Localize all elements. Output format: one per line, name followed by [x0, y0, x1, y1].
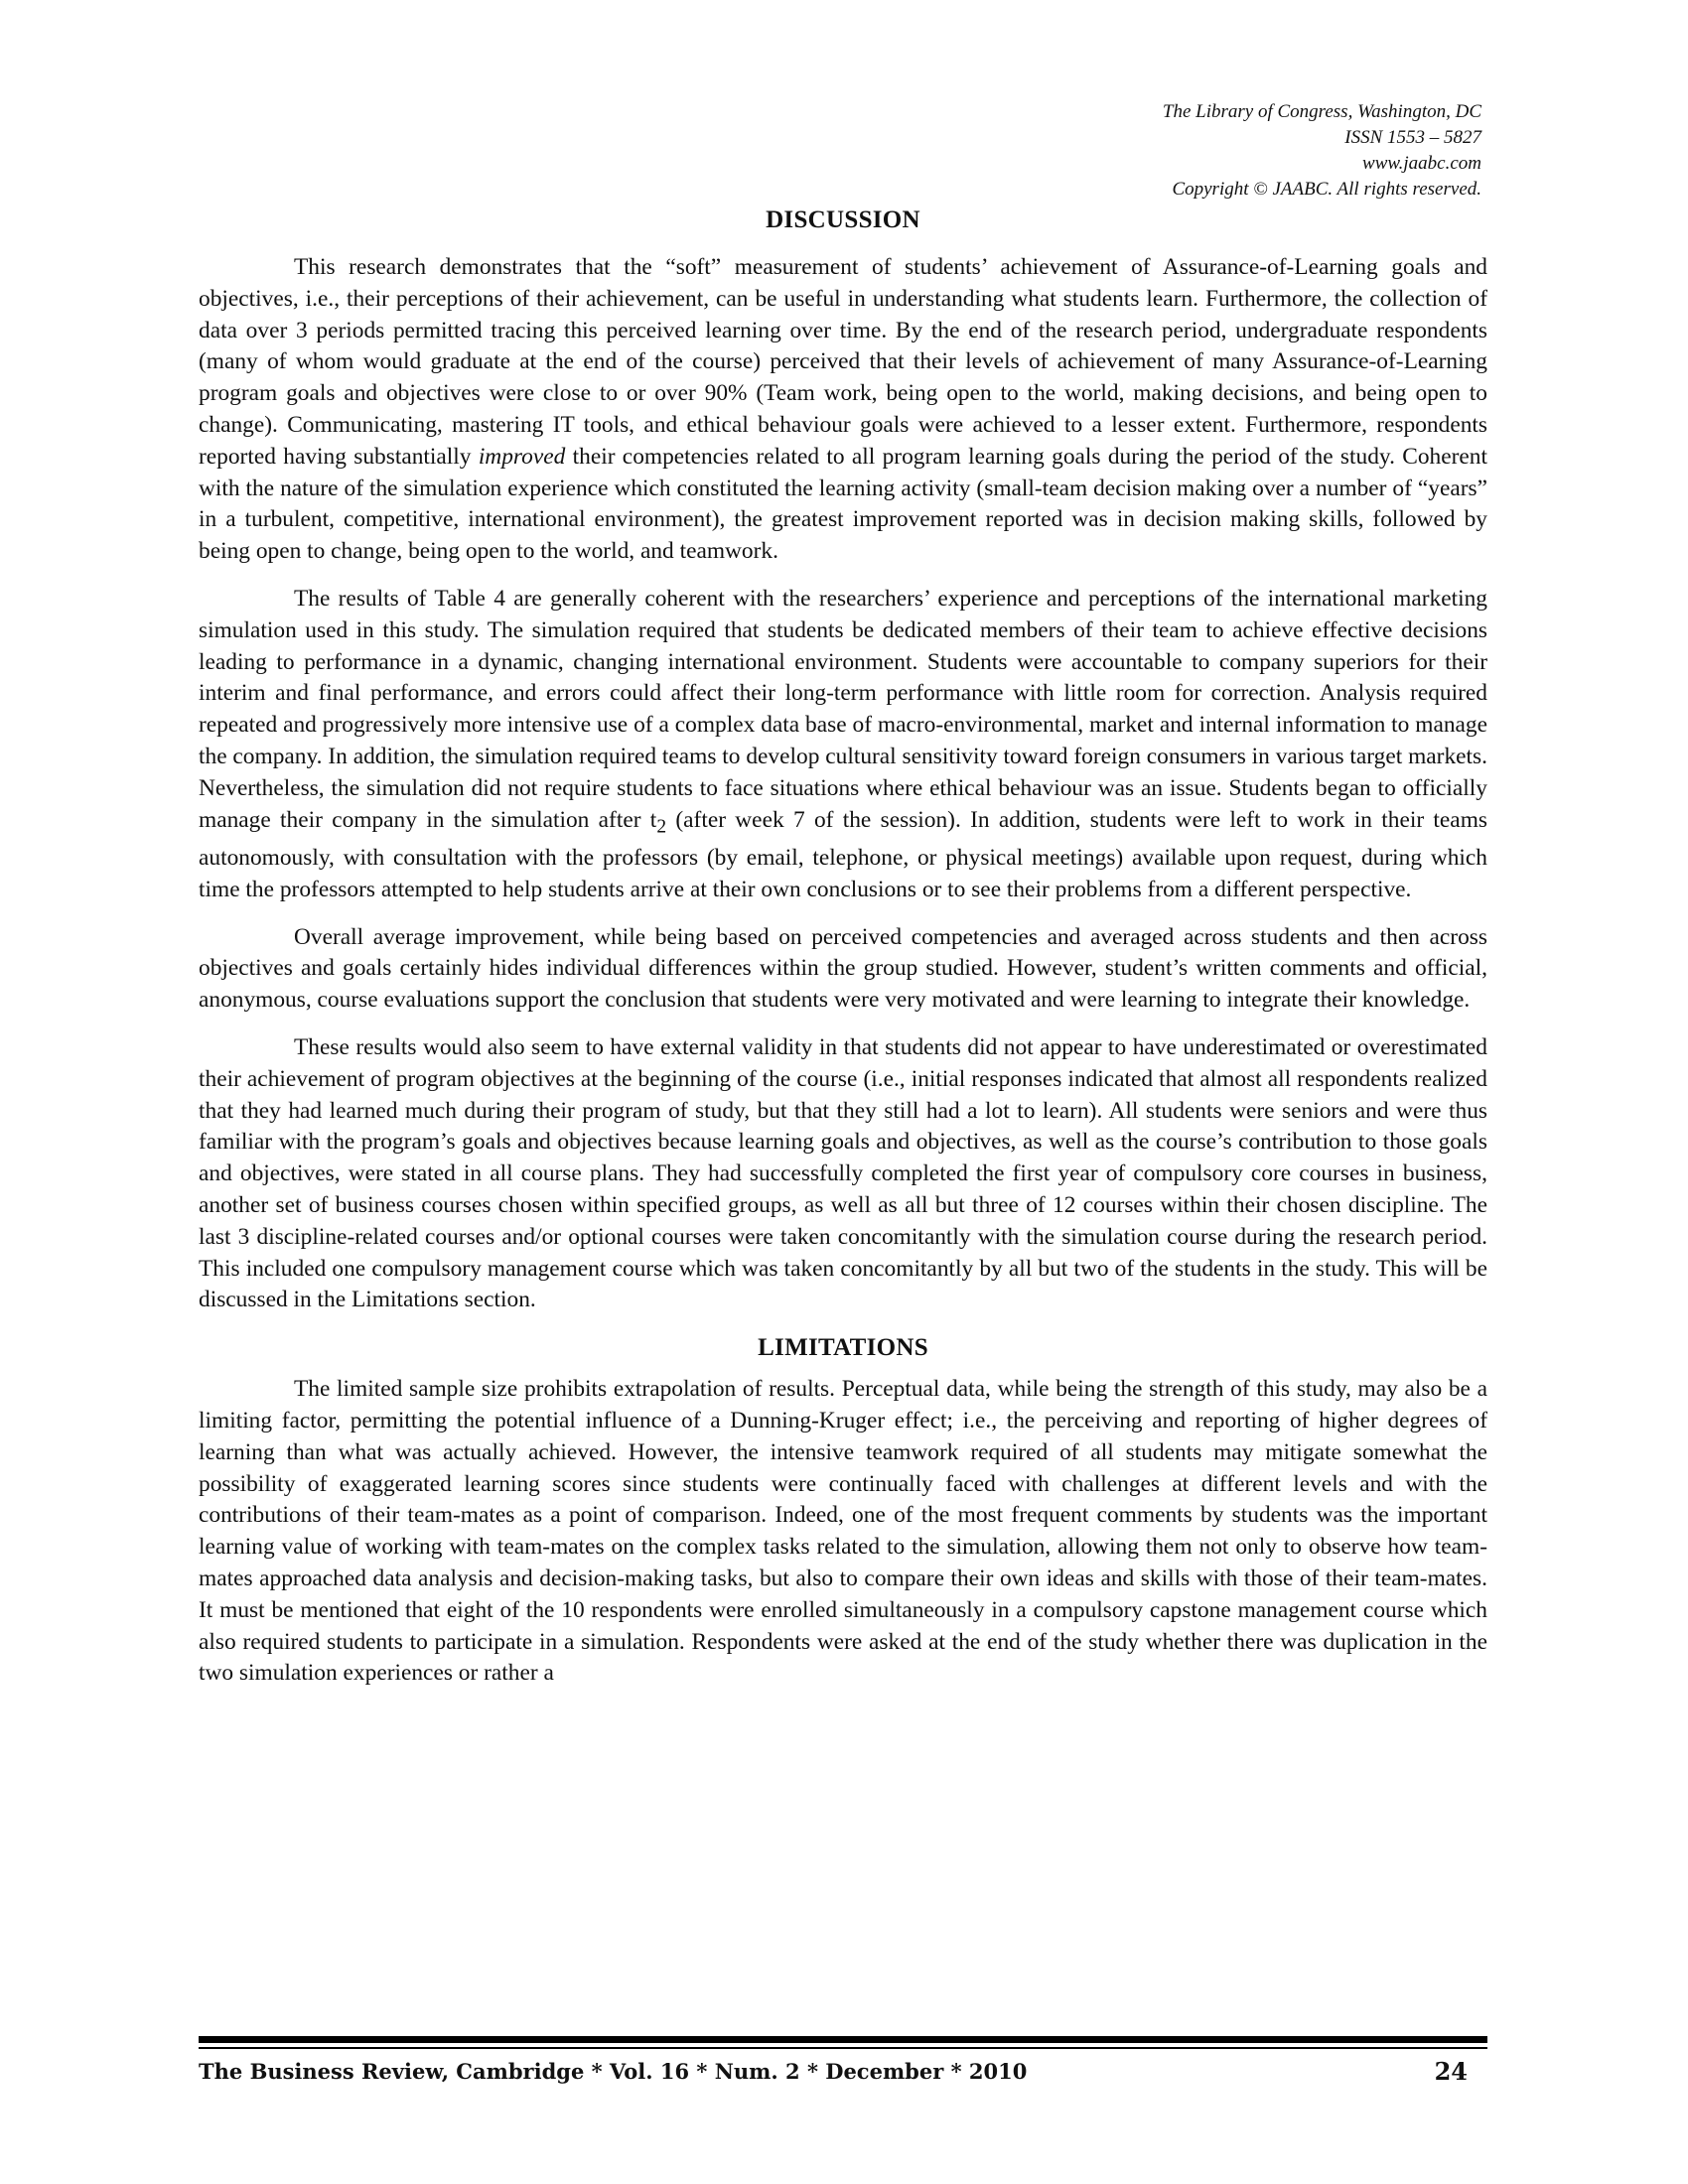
header-line-library: The Library of Congress, Washington, DC — [1162, 101, 1481, 122]
header-line-website: www.jaabc.com — [1362, 153, 1481, 174]
footer-rule-thin — [199, 2047, 1487, 2049]
header-line-copyright: Copyright © JAABC. All rights reserved. — [1172, 179, 1481, 200]
subscript: 2 — [656, 816, 667, 838]
journal-header — [886, 99, 1481, 203]
header-line-issn: ISSN 1553 – 5827 — [1344, 127, 1481, 148]
article-body — [199, 205, 1487, 1706]
discussion-paragraph-3: Overall average improvement, while being based on perceived competencies and averaged across students and then across objectives and goals certainly hides individual differences within the group studied. However, student’s written comments and official, anonymous, course evaluations support the conclusion that students were very motivated and were learning to integrate their knowledge. — [199, 923, 1487, 1014]
limitations-heading: LIMITATIONS — [758, 1334, 928, 1362]
footer-rule-thick — [199, 2036, 1487, 2043]
page-footer — [199, 2059, 1487, 2093]
paragraph-text: This research demonstrates that the “soft” measurement of students’ achievement of Assurance-of-Learning goals and objectives, i.e., their perceptions of their achievement, can be useful in understanding what students learn. Furthermore, the collection of data over 3 periods permitted tracing this perceived learning over time. By the end of the research period, undergraduate respondents (many of whom would graduate at the end of the course) perceived that their levels of achievement of many Assurance-of-Learning program goals and objectives were close to or over 90% (Team work, being open to the world, making decisions, and being open to change). Communicating, mastering IT tools, and ethical behaviour goals were achieved to a lesser extent. Furthermore, respondents reported having substantially — [199, 254, 1487, 470]
discussion-paragraph-2 — [199, 584, 1487, 906]
footer-citation: The Business Review, Cambridge * Vol. 16 * Num. 2 * December * 2010 — [199, 2059, 1028, 2084]
emphasized-word: improved — [478, 443, 566, 470]
discussion-paragraph-1 — [199, 252, 1487, 568]
limitations-paragraph-1: The limited sample size prohibits extrapolation of results. Perceptual data, while being the strength of this study, may also be a limiting factor, permitting the potential influence of a Dunning-Kruger effect; i.e., the perceiving and reporting of higher degrees of learning than what was actually achieved. However, the intensive teamwork required of all students may mitigate somewhat the possibility of exaggerated learning scores since students were continually faced with challenges at different levels and with the contributions of their team-mates as a point of comparison. Indeed, one of the most frequent comments by students was the important learning value of working with team-mates on the complex tasks related to the simulation, allowing them not only to observe how team-mates approached data analysis and decision-making tasks, but also to compare their own ideas and skills with those of their team-mates. It must be mentioned that eight of the 10 respondents were enrolled simultaneously in a compulsory capstone management course which also required students to participate in a simulation. Respondents were asked at the end of the study whether there was duplication in the two simulation experiences or rather a — [199, 1376, 1487, 1687]
paragraph-text: their competencies related to all program learning goals during the period of the study. Coherent with the nature of the simulation experience which constituted the learning activity (small-team decision making over a number of “years” in a turbulent, competitive, international environment), the greatest improvement reported was in decision making skills, followed by being open to change, being open to the world, and teamwork. — [199, 443, 1487, 565]
discussion-heading: DISCUSSION — [766, 206, 920, 233]
page-number: 24 — [1434, 2057, 1468, 2086]
paragraph-text: The results of Table 4 are generally coherent with the researchers’ experience and perceptions of the international marketing simulation used in this study. The simulation required that students be dedicated members of their team to achieve effective decisions leading to performance in a dynamic, changing international environment. Students were accountable to company superiors for their interim and final performance, and errors could affect their long-term performance with little room for correction. Analysis required repeated and progressively more intensive use of a complex data base of macro-environmental, market and internal information to manage the company. In addition, the simulation required teams to develop cultural sensitivity toward foreign consumers in various target markets. Nevertheless, the simulation did not require students to face situations where ethical behaviour was an issue. Students began to officially manage their company in the simulation after t — [199, 585, 1487, 833]
paragraph-text: (after week 7 of the session). In addition, students were left to work in their teams autonomously, with consultation with the professors (by email, telephone, or physical meetings) available upon request, during which time the professors attempted to help students arrive at their own conclusions or to see their problems from a different perspective. — [199, 806, 1487, 902]
discussion-paragraph-4: These results would also seem to have external validity in that students did not appear to have underestimated or overestimated their achievement of program objectives at the beginning of the course (i.e., initial responses indicated that almost all respondents realized that they had learned much during their program of study, but that they still had a lot to learn). All students were seniors and were thus familiar with the program’s goals and objectives because learning goals and objectives, as well as the course’s contribution to those goals and objectives, were stated in all course plans. They had successfully completed the first year of compulsory core courses in business, another set of business courses chosen within specified groups, as well as all but three of 12 courses within their chosen discipline. The last 3 discipline-related courses and/or optional courses were taken concomitantly with the simulation course during the research period. This included one compulsory management course which was taken concomitantly by all but two of the students in the study. This will be discussed in the Limitations section. — [199, 1034, 1487, 1313]
